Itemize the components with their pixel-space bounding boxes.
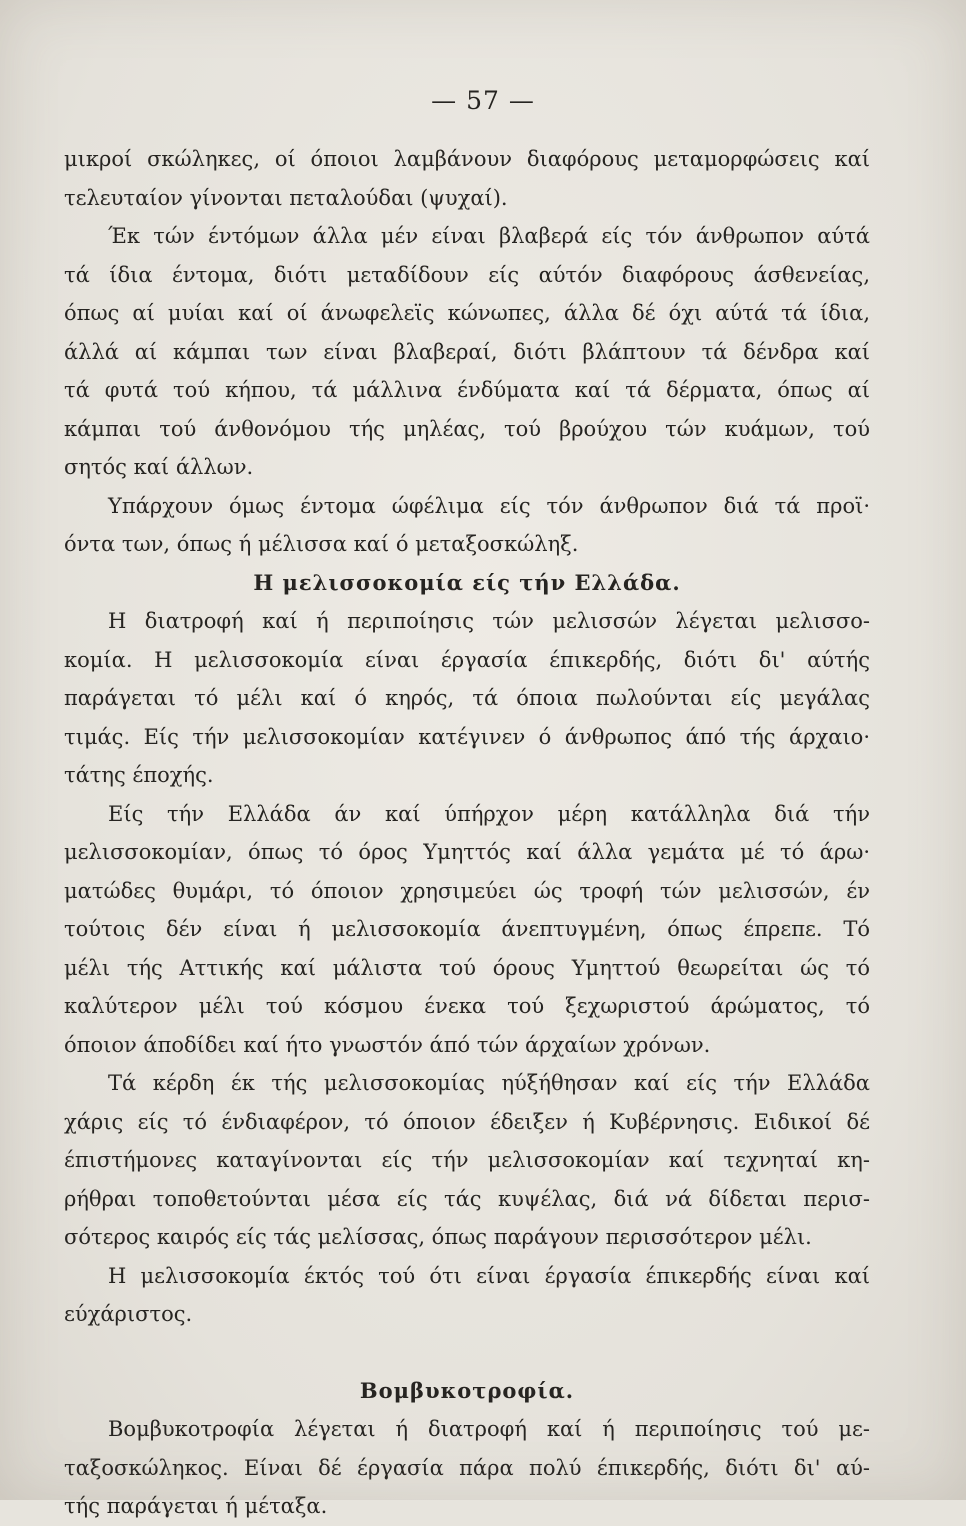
text-line: Υπάρχουν όμως έντομα ώφέλιμα είς τόν άνθρωπον διά τά προϊ· <box>108 493 870 518</box>
text-line: τά φυτά τού κήπου, τά μάλλινα ένδύματα καί τά δέρματα, όπως αί <box>64 378 870 402</box>
text-line: ρήθραι τοποθετούνται μέσα είς τάς κυψέλας, διά νά δίδεται περισ- <box>64 1186 870 1211</box>
text-line: τιμάς. Είς τήν μελισσοκομίαν κατέγινεν ό άνθρωπος άπό τής άρχαιο· <box>64 724 870 749</box>
text-line: μελισσοκομίαν, όπως τό όρος Υμηττός καί άλλα γεμάτα μέ τό άρω· <box>64 840 870 864</box>
text-line: χάρις είς τό ένδιαφέρον, τό όποιον έδειξεν ή Κυβέρνησις. Ειδικοί δέ <box>64 1109 870 1134</box>
text-line: άλλά αί κάμπαι των είναι βλαβεραί, διότι βλάπτουν τά δένδρα καί <box>64 339 870 364</box>
text-line: μέλι τής Αττικής καί μάλιστα τού όρους Υμηττού θεωρείται ώς τό <box>64 955 870 980</box>
paragraph-beekeeping-definition <box>64 602 870 795</box>
paragraph-beekeeping-pleasant <box>64 1257 870 1334</box>
paragraph-continuation <box>64 140 870 217</box>
section-heading-beekeeping: Η μελισσοκομία είς τήν Ελλάδα. <box>253 569 681 595</box>
text-line: κομία. Η μελισσοκομία είναι έργασία έπικερδής, διότι δι' αύτής <box>64 647 870 672</box>
text-line: Έκ τών έντόμων άλλα μέν είναι βλαβερά είς τόν άνθρωπον αύτά <box>108 224 870 248</box>
text-line: καλύτερον μέλι τού κόσμου ένεκα τού ξεχωριστού άρώματος, τό <box>64 994 870 1018</box>
page-number: — 57 — <box>431 86 535 115</box>
text-line: όποιον άποδίδει καί ήτο γνωστόν άπό τών άρχαίων χρόνων. <box>64 1032 711 1057</box>
text-line: έπιστήμονες καταγίνονται είς τήν μελισσοκομίαν καί τεχνηταί κη- <box>64 1148 870 1172</box>
section-heading-sericulture: Βομβυκοτροφία. <box>359 1377 575 1403</box>
text-line: κάμπαι τού άνθονόμου τής μηλέας, τού βρούχου τών κυάμων, τού <box>64 416 870 441</box>
text-line: εύχάριστος. <box>64 1302 193 1326</box>
text-line: Είς τήν Ελλάδα άν καί ύπήρχον μέρη κατάλληλα διά τήν <box>108 801 870 826</box>
text-line: παράγεται τό μέλι καί ό κηρός, τά όποια πωλούνται είς μεγάλας <box>64 686 870 710</box>
text-line: σότερος καιρός είς τάς μελίσσας, όπως παράγουν περισσότερον μέλι. <box>64 1225 812 1249</box>
paragraph-sericulture-definition <box>64 1410 870 1526</box>
text-line: ταξοσκώληκος. Είναι δέ έργασία πάρα πολύ έπικερδής, διότι δι' αύ- <box>64 1455 870 1480</box>
paragraph-useful-insects <box>64 487 870 564</box>
text-line: Βομβυκοτροφία λέγεται ή διατροφή καί ή περιποίησις τού με- <box>108 1417 870 1441</box>
text-line: ματώδες θυμάρι, τό όποιον χρησιμεύει ώς τροφή τών μελισσών, έν <box>64 878 870 903</box>
text-line: Η διατροφή καί ή περιποίησις τών μελισσών λέγεται μελισσο- <box>108 609 870 633</box>
text-line: μικροί σκώληκες, οί όποιοι λαμβάνουν διαφόρους μεταμορφώσεις καί <box>64 147 870 171</box>
paragraph-beekeeping-profits <box>64 1064 870 1257</box>
paragraph-harmful-insects <box>64 217 870 487</box>
text-line: τελευταίον γίνονται πεταλούδαι (ψυχαί). <box>64 185 508 210</box>
text-line: όπως αί μυίαι καί οί άνωφελεϊς κώνωπες, άλλα δέ όχι αύτά τά ίδια, <box>64 301 870 325</box>
text-line: Τά κέρδη έκ τής μελισσοκομίας ηύξήθησαν καί είς τήν Ελλάδα <box>108 1071 870 1095</box>
text-line: όντα των, όπως ή μέλισσα καί ό μεταξοσκώληξ. <box>64 532 579 556</box>
text-line: σητός καί άλλων. <box>64 455 254 479</box>
text-line: τά ίδια έντομα, διότι μεταδίδουν είς αύτόν διαφόρους άσθενείας, <box>64 262 870 287</box>
text-line: τούτοις δέν είναι ή μελισσοκομία άνεπτυγμένη, όπως έπρεπε. Τό <box>64 917 870 941</box>
paragraph-beekeeping-greece <box>64 795 870 1065</box>
body-text <box>64 140 870 1526</box>
text-line: Η μελισσοκομία έκτός τού ότι είναι έργασία έπικερδής είναι καί <box>108 1263 870 1288</box>
text-line: τής παράγεται ή μέταξα. <box>64 1494 328 1518</box>
text-line: τάτης έποχής. <box>64 763 214 787</box>
